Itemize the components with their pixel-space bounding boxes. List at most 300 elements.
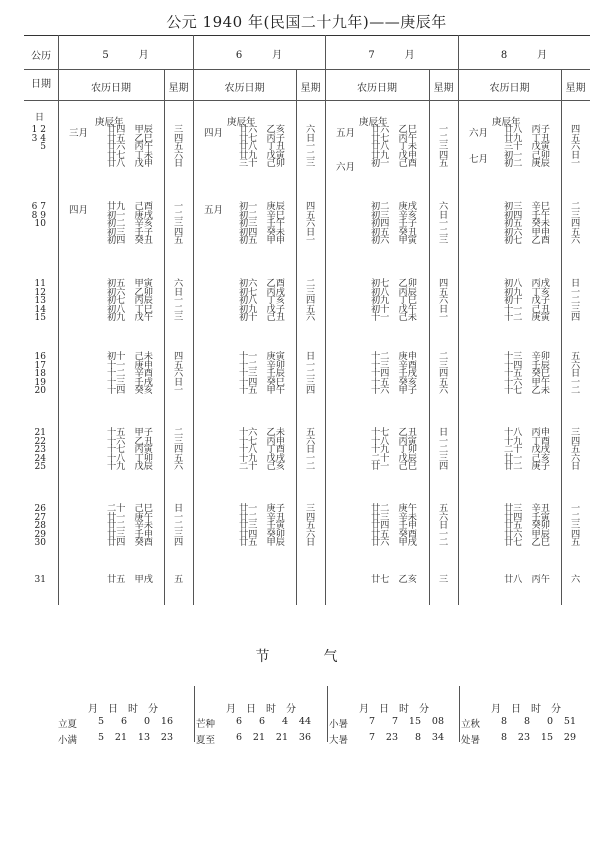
- day-numbers: 21 22 23 24 25: [34, 428, 46, 473]
- lunar-date: 廿六 甲戌: [371, 537, 417, 549]
- weekday-header: 星期: [565, 83, 586, 94]
- lunar-date: 初五 甲寅: [107, 278, 153, 289]
- jieqi-value: 23: [385, 732, 398, 743]
- weekday: 六: [174, 149, 184, 161]
- jieqi-value: 7: [391, 716, 398, 727]
- weekday: 六: [571, 574, 581, 585]
- month-header: 6 月: [235, 50, 283, 61]
- lunar-date: 廿三 壬寅: [239, 520, 285, 532]
- weekday: 五: [439, 376, 449, 388]
- lunar-month-marker: 四月: [69, 205, 89, 216]
- weekday: 五: [439, 158, 449, 170]
- lunar-date: 十三 壬戌: [107, 376, 153, 388]
- lunar-date: 初七 丙辰: [107, 295, 153, 307]
- lunar-date: 廿七 丙子: [239, 132, 285, 144]
- jieqi-value: 15: [540, 732, 553, 743]
- weekday: 一: [571, 286, 581, 298]
- weekday: 二: [571, 295, 581, 307]
- weekday-header: 星期: [300, 83, 321, 94]
- lunar-date: 初二 辛巳: [239, 209, 285, 221]
- weekday: 四: [571, 124, 581, 135]
- weekday: 四: [306, 385, 316, 397]
- weekday: 五: [306, 209, 316, 221]
- weekday: 日: [306, 132, 316, 144]
- weekday: 二: [439, 351, 449, 362]
- weekday: 三: [306, 503, 316, 514]
- lunar-date: 廿七 乙亥: [371, 574, 417, 585]
- weekday: 二: [571, 385, 581, 397]
- jieqi-name: 芒种: [196, 719, 216, 730]
- lunar-date: 廿八 丁丑: [239, 141, 285, 153]
- weekday: 日: [174, 503, 184, 514]
- lunar-date: 十五 癸亥: [371, 376, 417, 388]
- lunar-date: 初八 丙辰: [371, 286, 417, 298]
- weekday: 日: [306, 226, 316, 238]
- jieqi-value: 0: [546, 716, 553, 727]
- weekday: 一: [174, 201, 184, 212]
- lunar-date: 十八 丙寅: [371, 435, 417, 447]
- weekday: 一: [571, 158, 581, 170]
- jieqi-name: 小暑: [329, 719, 349, 730]
- weekday: 六: [306, 312, 316, 324]
- lunar-date: 廿二 庚子: [504, 461, 550, 473]
- lunar-date: 廿一 己亥: [504, 452, 550, 464]
- weekday: 四: [439, 149, 449, 161]
- jieqi-value: 15: [408, 716, 421, 727]
- day-numbers: 11 12 13 14 15: [34, 279, 46, 324]
- jieqi-column-head: 月 日 时 分: [359, 704, 429, 715]
- lunar-date: 十九 戊戌: [239, 452, 285, 464]
- lunar-month-marker: 六月: [336, 162, 356, 174]
- weekday: 六: [439, 385, 449, 397]
- jieqi-value: 36: [298, 732, 311, 743]
- jieqi-value: 23: [517, 732, 530, 743]
- weekday: 三: [571, 520, 581, 532]
- lunar-date: 十四 壬辰: [504, 359, 550, 371]
- jieqi-value: 6: [235, 716, 242, 727]
- weekday: 六: [174, 461, 184, 473]
- lunar-date-header: 农历日期: [91, 83, 131, 94]
- day-numbers: 16 17 18 19 20: [34, 352, 46, 397]
- jieqi-value: 4: [281, 716, 288, 727]
- weekday: 四: [174, 226, 184, 238]
- weekday: 日: [174, 286, 184, 298]
- jieqi-value: 44: [298, 716, 311, 727]
- lunar-date: 十五 甲午: [239, 385, 285, 397]
- jieqi-column-head: 月 日 时 分: [226, 704, 296, 715]
- weekday: 三: [571, 303, 581, 315]
- lunar-date: 廿七 乙巳: [504, 537, 550, 549]
- lunar-date: 初九 戊午: [107, 312, 153, 324]
- lunar-date: 廿九 戊申: [371, 149, 417, 161]
- lunar-date: 廿八 戊申: [107, 158, 153, 170]
- weekday: 三: [306, 158, 316, 170]
- weekday: 二: [439, 132, 449, 144]
- lunar-date: 初十 己丑: [239, 312, 285, 324]
- lunar-date: 廿六 丙午: [107, 141, 153, 153]
- col-divider-jun: [325, 35, 326, 605]
- weekday: 二: [439, 226, 449, 238]
- jieqi-name: 立秋: [461, 719, 481, 730]
- weekday: 三: [174, 312, 184, 324]
- lunar-date: 廿一 庚子: [239, 503, 285, 514]
- jieqi-value: 5: [97, 716, 104, 727]
- lunar-date: 廿三 辛丑: [504, 503, 550, 514]
- lunar-date: 初一 庚辰: [239, 201, 285, 212]
- col-divider-jul: [458, 35, 459, 605]
- jieqi-value: 8: [523, 716, 530, 727]
- lunar-date: 初五 癸丑: [371, 226, 417, 238]
- lunar-date: 初一 己酉: [371, 158, 417, 170]
- lunar-date: 初五 癸未: [504, 218, 550, 230]
- jieqi-column-head: 月 日 时 分: [88, 704, 158, 715]
- weekday: 二: [306, 368, 316, 380]
- weekday: 日: [571, 278, 581, 289]
- lunar-date: 初六 乙卯: [107, 286, 153, 298]
- lunar-date: 廿八 丁未: [371, 141, 417, 153]
- lunar-date: 廿五 癸卯: [504, 520, 550, 532]
- lunar-date: 廿五 甲辰: [239, 537, 285, 549]
- weekday: 五: [174, 574, 184, 585]
- jieqi-divider: [327, 686, 328, 742]
- jieqi-value: 7: [368, 732, 375, 743]
- lunar-date: 廿四 壬申: [371, 520, 417, 532]
- gongli-label: 公历: [31, 51, 51, 62]
- weekday: 一: [571, 503, 581, 514]
- weekday: 二: [174, 303, 184, 315]
- lunar-date: 初九 丁巳: [371, 295, 417, 307]
- weekday: 一: [439, 312, 449, 324]
- lunar-month-marker: 六月: [469, 128, 489, 139]
- weekday: 六: [439, 201, 449, 212]
- lunar-date: 十五 癸巳: [504, 368, 550, 380]
- weekday: 六: [174, 278, 184, 289]
- lunar-date: 十一 庚申: [107, 359, 153, 371]
- weekday: 二: [306, 461, 316, 473]
- weekday: 六: [439, 511, 449, 523]
- weekday: 一: [439, 528, 449, 540]
- weekday: 三: [306, 376, 316, 388]
- weekday: 五: [439, 503, 449, 514]
- lunar-date: 十三 壬辰: [239, 368, 285, 380]
- week-divider: [429, 69, 430, 605]
- weekday: 三: [439, 359, 449, 371]
- lunar-date-header: 农历日期: [357, 83, 397, 94]
- year-label: 庚辰年: [227, 117, 256, 128]
- lunar-date: 廿五 甲戌: [107, 574, 153, 585]
- jieqi-value: 7: [368, 716, 375, 727]
- weekday: 三: [571, 209, 581, 221]
- lunar-date: 廿四 壬寅: [504, 511, 550, 523]
- lunar-date: 十二 庚申: [371, 351, 417, 362]
- jieqi-value: 16: [160, 716, 173, 727]
- jieqi-value: 34: [431, 732, 444, 743]
- lunar-date: 十一 己丑: [504, 303, 550, 315]
- weekday: 日: [306, 351, 316, 362]
- lunar-date: 初四 癸未: [239, 226, 285, 238]
- lunar-date: 十七 乙未: [504, 385, 550, 397]
- lunar-date: 初五 甲申: [239, 235, 285, 247]
- weekday: 五: [306, 520, 316, 532]
- weekday: 四: [174, 351, 184, 362]
- weekday: 五: [571, 226, 581, 238]
- weekday: 三: [439, 141, 449, 153]
- lunar-date: 十七 丙寅: [107, 444, 153, 456]
- weekday: 二: [306, 149, 316, 161]
- weekday: 日: [174, 376, 184, 388]
- day-numbers: 31: [34, 575, 46, 585]
- weekday: 三: [174, 435, 184, 447]
- year-label: 庚辰年: [359, 117, 388, 128]
- lunar-month-marker: 四月: [204, 128, 224, 139]
- lunar-date: 廿六 甲辰: [504, 528, 550, 540]
- weekday: 六: [439, 295, 449, 307]
- lunar-date: 初二 庚辰: [504, 158, 550, 170]
- lunar-date: 初九 戊子: [239, 303, 285, 315]
- lunar-date: 廿八 丙午: [504, 574, 550, 585]
- weekday: 三: [174, 218, 184, 230]
- day-numbers: 26 27 28 29 30: [34, 504, 46, 549]
- jieqi-title: 节 气: [255, 649, 358, 665]
- lunar-date: 初七 乙卯: [371, 278, 417, 289]
- weekday: 四: [174, 537, 184, 549]
- lunar-month-marker: 三月: [69, 128, 89, 139]
- jieqi-column-head: 月 日 时 分: [491, 704, 561, 715]
- jieqi-value: 5: [97, 732, 104, 743]
- weekday: 日: [439, 209, 449, 221]
- lunar-date: 十九 丁酉: [504, 435, 550, 447]
- lunar-date: 初八 丁亥: [239, 295, 285, 307]
- lunar-date: 十二 辛卯: [239, 359, 285, 371]
- lunar-date: 十七 丙申: [239, 435, 285, 447]
- lunar-date: 廿二 庚午: [371, 503, 417, 514]
- weekday: 三: [439, 452, 449, 464]
- jieqi-value: 8: [414, 732, 421, 743]
- month-header: 8 月: [500, 50, 548, 61]
- weekday: 六: [306, 218, 316, 230]
- weekday: 五: [174, 359, 184, 371]
- lunar-date: 十一 庚寅: [239, 351, 285, 362]
- lunar-date: 十八 丙申: [504, 427, 550, 438]
- col-divider-may: [193, 35, 194, 605]
- lunar-date: 十六 乙未: [239, 427, 285, 438]
- weekday: 日: [306, 444, 316, 456]
- weekday: 五: [571, 537, 581, 549]
- weekday: 六: [571, 452, 581, 464]
- lunar-date: 初十 己未: [107, 351, 153, 362]
- lunar-date: 十二 庚寅: [504, 312, 550, 324]
- weekday: 四: [439, 461, 449, 473]
- weekday: 五: [439, 286, 449, 298]
- weekday: 日: [306, 537, 316, 549]
- weekday: 六: [306, 124, 316, 135]
- col-divider-date: [58, 35, 59, 605]
- weekday: 六: [571, 359, 581, 371]
- weekday: 五: [174, 235, 184, 247]
- weekday: 二: [571, 511, 581, 523]
- lunar-date: 廿四 癸卯: [239, 528, 285, 540]
- lunar-date: 二十 戊戌: [504, 444, 550, 456]
- weekday: 日: [571, 149, 581, 161]
- lunar-date: 廿七 丁未: [107, 149, 153, 161]
- weekday: 四: [306, 295, 316, 307]
- weekday: 一: [439, 124, 449, 135]
- week-divider: [561, 69, 562, 605]
- year-label: 庚辰年: [95, 117, 124, 128]
- weekday: 四: [439, 368, 449, 380]
- weekday: 日: [439, 303, 449, 315]
- weekday: 四: [571, 218, 581, 230]
- jieqi-name: 立夏: [58, 719, 78, 730]
- lunar-month-marker: 五月: [336, 128, 356, 139]
- weekday: 一: [306, 235, 316, 247]
- lunar-date: 廿一 庚午: [107, 511, 153, 523]
- month-header: 7 月: [368, 50, 415, 61]
- lunar-date: 初二 辛亥: [107, 218, 153, 230]
- weekday: 五: [306, 303, 316, 315]
- jieqi-value: 8: [500, 716, 507, 727]
- weekday: 一: [439, 435, 449, 447]
- weekday: 三: [306, 286, 316, 298]
- weekday: 六: [306, 435, 316, 447]
- weekday: 四: [174, 132, 184, 144]
- week-divider: [296, 69, 297, 605]
- lunar-date: 初六 甲寅: [371, 235, 417, 247]
- lunar-date: 十一 己未: [371, 312, 417, 324]
- jieqi-value: 6: [258, 716, 265, 727]
- weekday: 五: [571, 351, 581, 362]
- jieqi-name: 小满: [58, 735, 78, 746]
- jieqi-value: 29: [563, 732, 576, 743]
- weekday: 二: [571, 201, 581, 212]
- lunar-date: 初一 己卯: [504, 149, 550, 161]
- weekday: 四: [571, 435, 581, 447]
- lunar-date: 廿九 己酉: [107, 201, 153, 212]
- lunar-date: 十四 癸巳: [239, 376, 285, 388]
- lunar-date: 廿一 己巳: [371, 461, 417, 473]
- weekday: 四: [306, 511, 316, 523]
- weekday: 一: [306, 452, 316, 464]
- lunar-date: 十四 壬戌: [371, 368, 417, 380]
- weekday: 四: [174, 444, 184, 456]
- year-label: 庚辰年: [492, 117, 521, 128]
- lunar-date: 初三 辛巳: [504, 201, 550, 212]
- day-numbers: 6 7 8 9 10: [31, 202, 46, 230]
- jieqi-value: 21: [275, 732, 288, 743]
- lunar-date: 廿六 乙巳: [371, 124, 417, 135]
- lunar-date: 初七 丙戌: [239, 286, 285, 298]
- lunar-date: 初四 壬子: [371, 218, 417, 230]
- lunar-date: 十二 辛酉: [107, 368, 153, 380]
- lunar-date: 十三 辛卯: [504, 351, 550, 362]
- weekday: 五: [174, 141, 184, 153]
- lunar-date: 十七 乙丑: [371, 427, 417, 438]
- weekday: 五: [306, 427, 316, 438]
- lunar-date: 十八 丁卯: [107, 452, 153, 464]
- lunar-date: 十九 丁卯: [371, 444, 417, 456]
- day-label: 日: [34, 113, 44, 123]
- weekday: 日: [174, 158, 184, 170]
- lunar-date: 初一 庚戌: [107, 209, 153, 221]
- jieqi-divider: [459, 686, 460, 742]
- lunar-date: 初十 戊子: [504, 295, 550, 307]
- lunar-date: 十五 甲子: [107, 427, 153, 438]
- lunar-date: 初十 戊午: [371, 303, 417, 315]
- jieqi-value: 21: [114, 732, 127, 743]
- weekday: 三: [571, 427, 581, 438]
- jieqi-name: 处暑: [461, 735, 481, 746]
- weekday: 三: [439, 235, 449, 247]
- weekday: 六: [571, 141, 581, 153]
- lunar-date: 初八 丁巳: [107, 303, 153, 315]
- lunar-date: 廿八 丙子: [504, 124, 550, 135]
- weekday: 日: [571, 461, 581, 473]
- lunar-date: 初三 壬子: [107, 226, 153, 238]
- lunar-date: 廿二 辛丑: [239, 511, 285, 523]
- weekday: 五: [571, 132, 581, 144]
- weekday: 四: [306, 201, 316, 212]
- lunar-date: 廿三 壬申: [107, 528, 153, 540]
- weekday: 二: [439, 537, 449, 549]
- lunar-date: 初九 丁亥: [504, 286, 550, 298]
- jieqi-name: 大暑: [329, 735, 349, 746]
- weekday: 一: [174, 295, 184, 307]
- weekday: 四: [439, 278, 449, 289]
- jieqi-name: 夏至: [196, 735, 216, 746]
- riqi-label: 日期: [31, 79, 51, 90]
- lunar-date: 十四 癸亥: [107, 385, 153, 397]
- lunar-date: 初二 庚戌: [371, 201, 417, 212]
- lunar-date-header: 农历日期: [489, 83, 530, 94]
- weekday: 日: [439, 520, 449, 532]
- lunar-date: 初八 丙戌: [504, 278, 550, 289]
- weekday: 六: [306, 528, 316, 540]
- lunar-date: 二十 己亥: [239, 461, 285, 473]
- day-numbers: 1 2 3 4 5: [31, 125, 46, 153]
- weekday: 三: [439, 574, 449, 585]
- weekday: 一: [174, 385, 184, 397]
- jieqi-value: 23: [160, 732, 173, 743]
- lunar-month-marker: 七月: [469, 153, 489, 165]
- lunar-date: 十九 戊辰: [107, 461, 153, 473]
- weekday-header: 星期: [168, 83, 189, 94]
- lunar-date: 廿五 乙巳: [107, 132, 153, 144]
- weekday: 日: [571, 368, 581, 380]
- weekday: 二: [439, 444, 449, 456]
- lunar-date: 廿四 癸酉: [107, 537, 153, 549]
- weekday: 三: [174, 528, 184, 540]
- jieqi-value: 51: [563, 716, 576, 727]
- weekday: 三: [174, 124, 184, 135]
- table-top-rule: [24, 35, 590, 36]
- lunar-date: 初四 癸丑: [107, 235, 153, 247]
- lunar-date: 十六 甲子: [371, 385, 417, 397]
- lunar-date: 廿九 丁丑: [504, 132, 550, 144]
- weekday: 四: [571, 528, 581, 540]
- lunar-date: 初六 乙酉: [239, 278, 285, 289]
- weekday: 一: [306, 141, 316, 153]
- lunar-month-marker: 五月: [204, 205, 224, 216]
- weekday: 一: [306, 359, 316, 371]
- lunar-date: 初三 辛亥: [371, 209, 417, 221]
- page-title: 公元 1940 年(民国二十九年)——庚辰年: [166, 13, 447, 31]
- lunar-date-header: 农历日期: [224, 83, 265, 94]
- weekday: 五: [174, 452, 184, 464]
- weekday: 二: [174, 209, 184, 221]
- weekday: 日: [439, 427, 449, 438]
- weekday: 四: [571, 312, 581, 324]
- lunar-date: 十六 甲午: [504, 376, 550, 388]
